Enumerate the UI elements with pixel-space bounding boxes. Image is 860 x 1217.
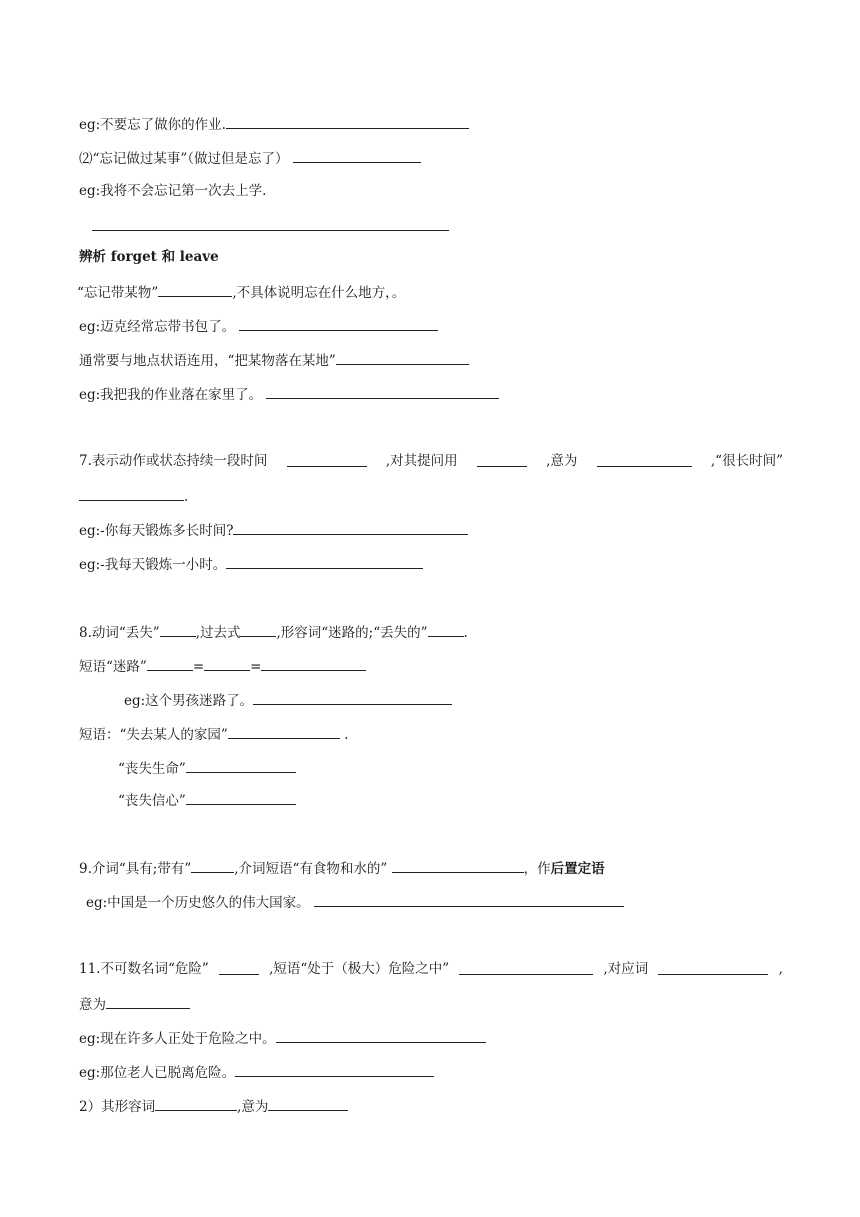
answer-blank[interactable] — [268, 1096, 348, 1111]
answer-blank[interactable] — [147, 656, 193, 671]
answer-blank[interactable] — [392, 858, 524, 873]
answer-blank[interactable] — [239, 316, 438, 331]
answer-blank[interactable] — [266, 384, 499, 399]
line-13: 8.动词“丢失” ,过去式 ,形容词“迷路的;“丢失的” . — [79, 622, 468, 642]
answer-blank[interactable] — [459, 960, 593, 975]
answer-blank[interactable] — [92, 216, 449, 231]
answer-blank[interactable] — [276, 1028, 486, 1043]
line-11: eg:-你每天锻炼多长时间? — [79, 520, 468, 540]
answer-blank[interactable] — [597, 452, 692, 467]
line-24: eg:那位老人已脱离危险。 — [79, 1062, 434, 1082]
line-9: 7.表示动作或状态持续一段时间 ,对其提问用 ,意为 ,“很长时间” — [79, 453, 783, 469]
answer-blank[interactable] — [233, 520, 468, 535]
answer-blank[interactable] — [219, 960, 259, 975]
line-1: eg:不要忘了做你的作业. — [79, 114, 469, 134]
line-10: . — [79, 486, 188, 506]
line-14: 短语“迷路” = = — [79, 656, 366, 676]
answer-blank[interactable] — [186, 790, 296, 805]
line-21: 11.不可数名词“危险” ,短语“处于（极大）危险之中” ,对应词 , — [79, 961, 783, 977]
line-2: ⑵“忘记做过某事”（做过但是忘了） — [79, 148, 421, 168]
line-25: 2）其形容词 ,意为 — [79, 1096, 348, 1116]
line-22: 意为 — [79, 994, 190, 1014]
line-5: “忘记带某物” ,不具体说明忘在什么地方，。 — [77, 282, 405, 302]
answer-blank[interactable] — [155, 1096, 237, 1111]
line-6: eg:迈克经常忘带书包了。 — [79, 316, 438, 336]
line-15: eg:这个男孩迷路了。 — [124, 690, 452, 710]
answer-blank[interactable] — [261, 656, 366, 671]
answer-blank[interactable] — [186, 758, 296, 773]
answer-blank[interactable] — [287, 452, 367, 467]
section-heading: 辨析 forget 和 leave — [79, 249, 219, 265]
line-16: 短语：“失去某人的家园” . — [79, 724, 348, 744]
answer-blank[interactable] — [226, 554, 423, 569]
line-12: eg:-我每天锻炼一小时。 — [79, 554, 423, 574]
answer-blank[interactable] — [160, 622, 196, 637]
answer-blank[interactable] — [235, 1062, 434, 1077]
answer-blank[interactable] — [158, 282, 232, 297]
answer-blank[interactable] — [240, 622, 276, 637]
answer-blank[interactable] — [228, 724, 340, 739]
line-19: 9.介词“具有;带有” ,介词短语“有食物和水的” ，作后置定语 — [79, 858, 605, 878]
line-23: eg:现在许多人正处于危险之中。 — [79, 1028, 486, 1048]
answer-blank[interactable] — [226, 114, 469, 129]
line-7: 通常要与地点状语连用，“把某物落在某地” — [79, 350, 469, 370]
answer-blank[interactable] — [253, 690, 452, 705]
answer-blank[interactable] — [191, 858, 234, 873]
line-3: eg:我将不会忘记第一次去上学. — [79, 183, 267, 199]
answer-blank[interactable] — [79, 486, 184, 501]
answer-blank[interactable] — [336, 350, 469, 365]
line-20: eg:中国是一个历史悠久的伟大国家。 — [86, 892, 624, 912]
line-18: “丧失信心” — [118, 790, 296, 810]
answer-blank[interactable] — [658, 960, 768, 975]
answer-blank[interactable] — [428, 622, 464, 637]
answer-blank[interactable] — [314, 892, 624, 907]
line-8: eg:我把我的作业落在家里了。 — [79, 384, 499, 404]
answer-blank[interactable] — [477, 452, 527, 467]
answer-blank[interactable] — [293, 148, 421, 163]
line-17: “丧失生命” — [118, 758, 296, 778]
answer-blank[interactable] — [106, 994, 190, 1009]
answer-blank[interactable] — [204, 656, 250, 671]
line-4 — [92, 216, 449, 236]
